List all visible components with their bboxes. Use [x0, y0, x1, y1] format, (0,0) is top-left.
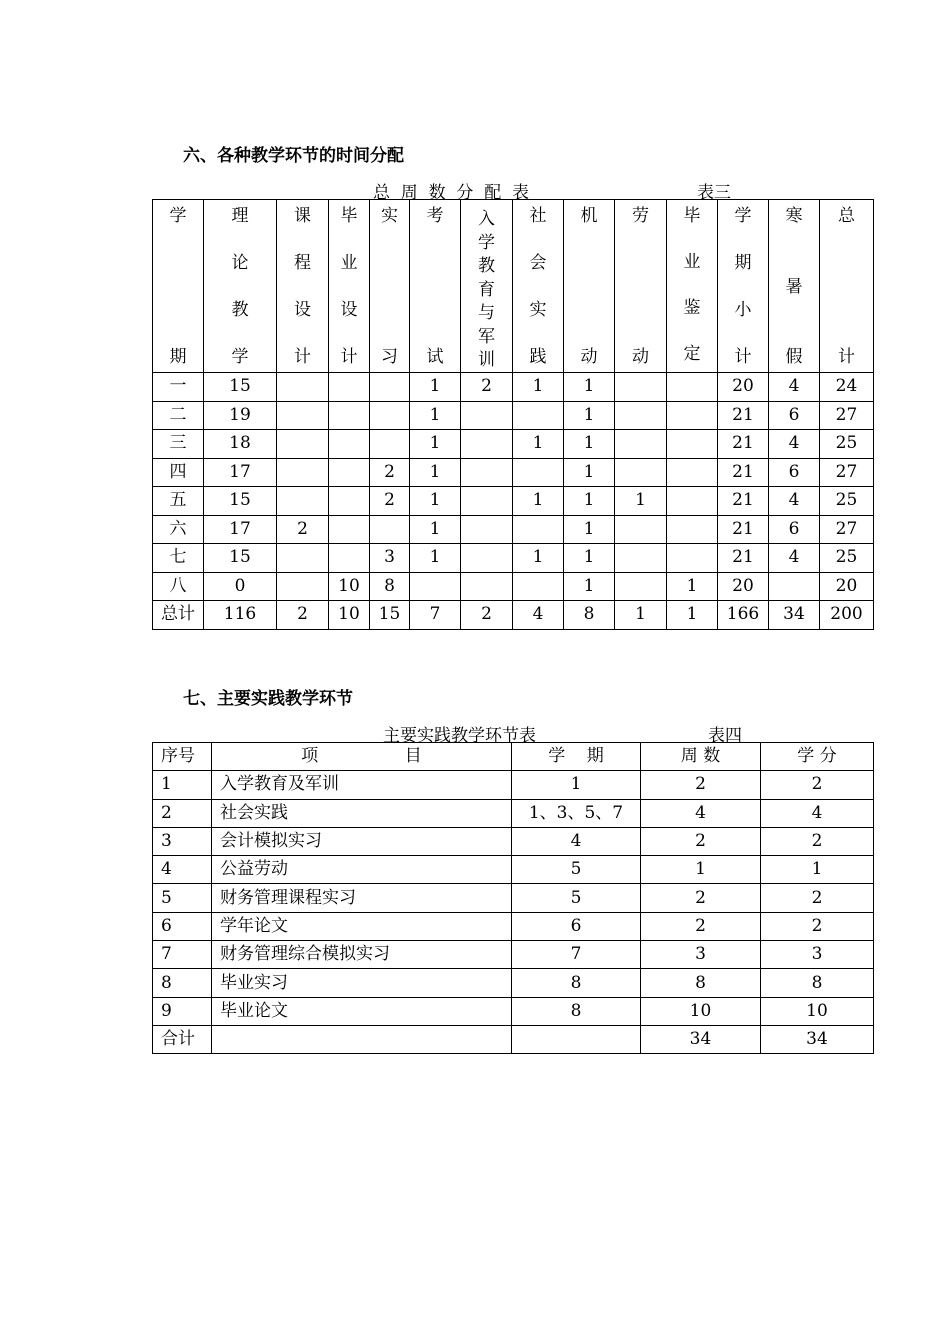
table3-cell [410, 572, 461, 601]
table3-cell [329, 430, 370, 459]
table3-cell [667, 458, 718, 487]
table3-cell: 6 [769, 401, 820, 430]
table3-header-char: 实 [529, 300, 547, 320]
table3-header-char: 毕 [683, 206, 701, 226]
table4-row [153, 997, 874, 1025]
table4-cell: 10 [641, 997, 761, 1025]
table3-header-char: 入 [478, 209, 495, 229]
table3-cell [615, 373, 667, 402]
table3-number: 表三 [697, 183, 731, 203]
table3-cell [329, 515, 370, 544]
table4-cell [212, 1025, 512, 1053]
table3-cell: 4 [769, 373, 820, 402]
table4-row [153, 969, 874, 997]
table3-cell [615, 401, 667, 430]
table3-cell: 1 [410, 401, 461, 430]
table3-row [153, 373, 874, 402]
table3-cell [370, 401, 410, 430]
table3-cell [370, 373, 410, 402]
table3-cell [615, 515, 667, 544]
table3-cell: 19 [204, 401, 277, 430]
table3-cell: 27 [820, 458, 874, 487]
table3-cell [769, 572, 820, 601]
table3-cell: 1 [513, 373, 564, 402]
table4-cell: 1 [153, 771, 212, 799]
table3-header-cell [667, 200, 718, 373]
table3-header-char: 定 [683, 344, 701, 364]
table4-header-cell: 周 数 [641, 743, 761, 771]
table3-cell: 七 [153, 544, 204, 573]
table3-header-cell [410, 200, 461, 373]
table3-row [153, 401, 874, 430]
table3-header-char: 假 [785, 347, 803, 367]
table3-cell: 1 [410, 487, 461, 516]
table4-number: 表四 [708, 726, 742, 746]
table3-cell: 一 [153, 373, 204, 402]
table3-cell: 八 [153, 572, 204, 601]
table3-row [153, 544, 874, 573]
table3-cell [513, 401, 564, 430]
table4-cell: 34 [641, 1025, 761, 1053]
table3-cell: 总计 [153, 601, 204, 630]
table3-cell: 34 [769, 601, 820, 630]
table4-cell: 3 [761, 941, 874, 969]
table4-cell: 2 [761, 771, 874, 799]
table4-row [153, 884, 874, 912]
table4-cell: 2 [641, 912, 761, 940]
table3-header-char: 期 [734, 253, 752, 273]
table3-cell: 25 [820, 487, 874, 516]
table3-cell: 3 [370, 544, 410, 573]
table3-cell: 1 [667, 572, 718, 601]
table3-header-char: 育 [478, 279, 495, 300]
table3-header-char: 习 [381, 347, 398, 367]
table4-row [153, 856, 874, 884]
table3-cell [667, 373, 718, 402]
table4-cell: 5 [512, 884, 641, 912]
table3-header-char: 动 [632, 347, 649, 367]
section7-heading: 七、主要实践教学环节 [183, 689, 353, 709]
table3-cell [277, 458, 329, 487]
table3-cell [329, 373, 370, 402]
table3-cell: 1 [513, 487, 564, 516]
table3-cell: 10 [329, 572, 370, 601]
table3-header-char: 论 [231, 253, 249, 273]
table3-cell: 1 [513, 544, 564, 573]
table3-cell: 1 [564, 544, 615, 573]
table3-cell: 15 [204, 544, 277, 573]
table4-row [153, 771, 874, 799]
table4-cell: 6 [512, 912, 641, 940]
table3-cell: 200 [820, 601, 874, 630]
table4-header-cell: 学 分 [761, 743, 874, 771]
table3-cell: 1 [513, 430, 564, 459]
table3-header-char: 学 [169, 206, 187, 226]
table3-cell: 六 [153, 515, 204, 544]
table3-header-char: 设 [340, 300, 358, 320]
table3-cell: 1 [564, 487, 615, 516]
table4-cell: 34 [761, 1025, 874, 1053]
table3-cell [615, 544, 667, 573]
table4-cell: 公益劳动 [212, 856, 512, 884]
table4-cell [512, 1025, 641, 1053]
table3-header-char: 践 [529, 347, 547, 367]
table3-cell [461, 487, 513, 516]
table4-cell: 4 [512, 827, 641, 855]
table3-cell: 21 [718, 401, 769, 430]
table3-cell: 20 [718, 373, 769, 402]
table3-header-char: 机 [580, 206, 598, 226]
table3-header-char: 课 [294, 206, 311, 226]
table4-cell: 8 [153, 969, 212, 997]
table3-header-cell [564, 200, 615, 373]
table3-cell [667, 401, 718, 430]
table4-cell: 1 [641, 856, 761, 884]
table3-cell: 4 [769, 544, 820, 573]
table3-cell: 27 [820, 401, 874, 430]
table3-cell: 7 [410, 601, 461, 630]
table3-cell [513, 515, 564, 544]
table3-header-char: 考 [426, 206, 444, 226]
table3-header-char: 小 [734, 300, 752, 320]
table3-header-cell [820, 200, 874, 373]
table3-header-cell [370, 200, 410, 373]
table3-cell: 2 [370, 487, 410, 516]
table4-row [153, 912, 874, 940]
table4-cell: 会计模拟实习 [212, 827, 512, 855]
table3-cell: 6 [769, 458, 820, 487]
table3-cell: 1 [564, 373, 615, 402]
table4-cell: 8 [641, 969, 761, 997]
table3-header-cell [329, 200, 370, 373]
table3-header-char: 设 [294, 300, 311, 320]
table3-cell: 4 [769, 487, 820, 516]
table4-cell: 2 [761, 912, 874, 940]
table3-cell: 25 [820, 430, 874, 459]
table4-row [153, 827, 874, 855]
table3-caption: 总 周 数 分 配 表 [373, 183, 530, 203]
practice-teaching-table [152, 742, 874, 1054]
table3-cell [513, 458, 564, 487]
table3-header-char: 学 [478, 232, 495, 253]
table3-header-char: 教 [478, 256, 495, 276]
table3-cell: 21 [718, 458, 769, 487]
table3-header-char: 计 [294, 347, 311, 367]
table3-cell [370, 515, 410, 544]
section6-heading: 六、各种教学环节的时间分配 [183, 146, 404, 166]
table3-cell: 1 [410, 430, 461, 459]
table3-header-char: 社 [529, 206, 547, 226]
table3-cell: 0 [204, 572, 277, 601]
table3-header-cell [513, 200, 564, 373]
table3-row [153, 515, 874, 544]
table3-header-char: 学 [734, 206, 752, 226]
table3-header-char: 毕 [340, 206, 358, 226]
table3-cell [461, 458, 513, 487]
table3-header-char: 军 [478, 326, 495, 347]
table4-cell: 8 [512, 969, 641, 997]
table4-cell: 2 [153, 799, 212, 827]
table3-cell [513, 572, 564, 601]
table3-header-char: 教 [231, 300, 249, 320]
table3-cell: 6 [769, 515, 820, 544]
table3-header-char: 试 [426, 347, 444, 367]
table3-cell [277, 430, 329, 459]
table3-cell: 24 [820, 373, 874, 402]
table3-cell: 21 [718, 430, 769, 459]
table4-cell: 学年论文 [212, 912, 512, 940]
table3-header-cell [461, 200, 513, 373]
table4-cell: 4 [641, 799, 761, 827]
table4-cell: 1 [761, 856, 874, 884]
table3-cell: 1 [410, 515, 461, 544]
table4-cell: 2 [641, 827, 761, 855]
table3-header-char: 程 [294, 253, 311, 273]
table3-cell [277, 373, 329, 402]
table3-cell: 1 [615, 487, 667, 516]
table3-cell: 21 [718, 487, 769, 516]
table3-cell: 15 [204, 487, 277, 516]
table3-cell: 1 [410, 373, 461, 402]
table4-cell: 3 [641, 941, 761, 969]
table3-header-char: 与 [478, 303, 495, 323]
table3-header-char: 动 [580, 347, 598, 367]
table3-header-cell [718, 200, 769, 373]
table4-cell: 毕业论文 [212, 997, 512, 1025]
table3-cell: 1 [410, 544, 461, 573]
table3-cell: 二 [153, 401, 204, 430]
table3-row [153, 601, 874, 630]
table4-row [153, 941, 874, 969]
table3-header-char: 计 [340, 347, 358, 367]
table3-cell [329, 401, 370, 430]
table3-cell [667, 430, 718, 459]
table3-header-char: 会 [529, 253, 547, 273]
table4-cell: 1、3、5、7 [512, 799, 641, 827]
table3-header-cell [204, 200, 277, 373]
table3-cell: 25 [820, 544, 874, 573]
table3-cell: 2 [277, 515, 329, 544]
table3-cell [329, 458, 370, 487]
table3-cell: 1 [564, 401, 615, 430]
table3-cell [370, 430, 410, 459]
table3-cell: 2 [370, 458, 410, 487]
table3-header-char: 鉴 [683, 298, 701, 318]
table4-cell: 4 [153, 856, 212, 884]
table3-header-char: 期 [169, 347, 187, 367]
table3-cell: 2 [277, 601, 329, 630]
table3-cell [461, 515, 513, 544]
table3-cell [329, 544, 370, 573]
table4-cell: 财务管理课程实习 [212, 884, 512, 912]
table3-cell: 166 [718, 601, 769, 630]
table3-cell: 1 [564, 458, 615, 487]
table3-cell [277, 572, 329, 601]
table3-header-char: 学 [231, 347, 249, 367]
table3-row [153, 430, 874, 459]
table4-cell: 毕业实习 [212, 969, 512, 997]
table4-cell: 8 [761, 969, 874, 997]
table4-cell: 2 [641, 884, 761, 912]
table3-cell: 1 [410, 458, 461, 487]
table3-cell: 27 [820, 515, 874, 544]
table3-cell [615, 430, 667, 459]
table3-cell: 20 [718, 572, 769, 601]
table3-cell [667, 487, 718, 516]
table3-header-char: 理 [231, 206, 249, 226]
table3-cell: 21 [718, 515, 769, 544]
table3-cell: 20 [820, 572, 874, 601]
table3-cell: 8 [370, 572, 410, 601]
table3-cell [667, 544, 718, 573]
table3-cell: 2 [461, 601, 513, 630]
table3-cell: 三 [153, 430, 204, 459]
table3-cell: 1 [564, 430, 615, 459]
table3-cell [329, 487, 370, 516]
table4-cell: 合计 [153, 1025, 212, 1053]
table3-cell [277, 544, 329, 573]
table4-cell: 5 [512, 856, 641, 884]
table3-cell: 1 [667, 601, 718, 630]
table3-header-cell [153, 200, 204, 373]
table3-header-char: 实 [381, 206, 398, 226]
table3-row [153, 458, 874, 487]
table4-header-cell: 学 期 [512, 743, 641, 771]
table3-cell [461, 401, 513, 430]
table3-cell: 17 [204, 458, 277, 487]
table3-cell [461, 572, 513, 601]
table3-header-char: 寒 [785, 206, 803, 226]
table4-row [153, 1025, 874, 1053]
table3-header-char: 训 [478, 350, 495, 370]
table4-cell: 3 [153, 827, 212, 855]
table3-cell [461, 430, 513, 459]
table3-row [153, 487, 874, 516]
table3-header-char: 业 [683, 252, 701, 272]
table3-cell [615, 572, 667, 601]
table3-row [153, 572, 874, 601]
table3-cell: 2 [461, 373, 513, 402]
table3-cell: 4 [513, 601, 564, 630]
table3-cell: 15 [370, 601, 410, 630]
table3-cell: 1 [615, 601, 667, 630]
table3-cell: 21 [718, 544, 769, 573]
table3-cell: 116 [204, 601, 277, 630]
table4-cell: 财务管理综合模拟实习 [212, 941, 512, 969]
table3-header-char: 暑 [785, 276, 803, 297]
table3-cell: 1 [564, 572, 615, 601]
table3-cell: 18 [204, 430, 277, 459]
table4-row [153, 799, 874, 827]
table3-cell: 15 [204, 373, 277, 402]
table3-cell: 五 [153, 487, 204, 516]
table3-header-char: 总 [838, 206, 855, 226]
table4-caption: 主要实践教学环节表 [383, 726, 536, 746]
table4-cell: 社会实践 [212, 799, 512, 827]
table3-header-cell [277, 200, 329, 373]
table3-header-cell [615, 200, 667, 373]
table3-header-char: 劳 [632, 206, 649, 226]
table3-cell: 8 [564, 601, 615, 630]
table4-cell: 9 [153, 997, 212, 1025]
table3-cell [667, 515, 718, 544]
table3-header-row [153, 200, 874, 373]
table4-cell: 8 [512, 997, 641, 1025]
table4-header-cell: 项 目 [212, 743, 512, 771]
table3-cell: 四 [153, 458, 204, 487]
table3-cell [615, 458, 667, 487]
table4-cell: 7 [153, 941, 212, 969]
table3-cell: 1 [564, 515, 615, 544]
table3-header-char: 业 [340, 253, 358, 273]
table4-cell: 4 [761, 799, 874, 827]
table3-cell: 4 [769, 430, 820, 459]
table4-cell: 2 [641, 771, 761, 799]
table4-cell: 2 [761, 884, 874, 912]
table4-cell: 5 [153, 884, 212, 912]
table3-cell: 17 [204, 515, 277, 544]
table4-cell: 1 [512, 771, 641, 799]
table4-cell: 7 [512, 941, 641, 969]
table3-cell [461, 544, 513, 573]
table3-header-char: 计 [838, 347, 855, 367]
weeks-allocation-table [152, 199, 874, 630]
table4-cell: 2 [761, 827, 874, 855]
table3-cell [277, 401, 329, 430]
table3-header-char: 计 [734, 347, 752, 367]
table4-cell: 10 [761, 997, 874, 1025]
table3-cell: 10 [329, 601, 370, 630]
table4-cell: 入学教育及军训 [212, 771, 512, 799]
table3-cell [277, 487, 329, 516]
table4-cell: 6 [153, 912, 212, 940]
table3-header-cell [769, 200, 820, 373]
table4-header-row [153, 743, 874, 771]
table4-header-cell: 序号 [153, 743, 212, 771]
